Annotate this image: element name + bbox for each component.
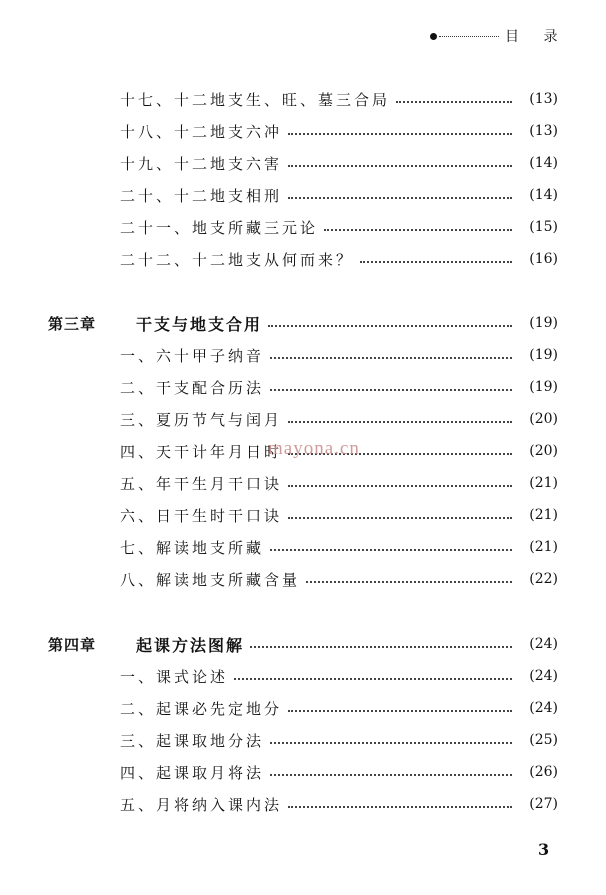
toc-entry[interactable]	[0, 471, 606, 495]
toc-entry[interactable]	[0, 215, 606, 239]
dot-leader	[250, 646, 512, 648]
dot-leader	[288, 165, 512, 167]
chapter-page: (24)	[529, 636, 558, 652]
toc-entry-label: 八、解读地支所藏含量	[120, 570, 301, 589]
toc-entry-label: 二十、十二地支相刑	[120, 186, 283, 205]
toc-entry-page: (24)	[529, 700, 558, 716]
toc-entry[interactable]	[0, 728, 606, 752]
toc-entry[interactable]	[0, 567, 606, 591]
toc-entry[interactable]	[0, 183, 606, 207]
toc-entry-label: 三、起课取地分法	[120, 731, 265, 750]
toc-entry[interactable]	[0, 119, 606, 143]
toc-entry-label: 十八、十二地支六冲	[120, 122, 283, 141]
toc-entry-label: 二、干支配合历法	[120, 378, 265, 397]
toc-entry-label: 二十二、十二地支从何而来？	[120, 250, 355, 269]
toc-entry-label: 二、起课必先定地分	[120, 699, 283, 718]
toc-entry-page: (19)	[529, 379, 558, 395]
toc-entry-label: 一、课式论述	[120, 667, 229, 686]
toc-entry[interactable]	[0, 247, 606, 271]
toc-entry[interactable]	[0, 375, 606, 399]
toc-entry-label: 六、日干生时干口诀	[120, 506, 283, 525]
dot-leader	[360, 261, 512, 263]
toc-chapter-4[interactable]	[0, 632, 606, 656]
toc-entry[interactable]	[0, 151, 606, 175]
dot-leader	[288, 710, 512, 712]
page-number: 3	[538, 840, 550, 859]
chapter-title: 干支与地支合用	[136, 314, 263, 334]
chapter-number: 第四章	[48, 635, 97, 654]
toc-entry-page: (26)	[529, 764, 558, 780]
dot-leader	[324, 229, 512, 231]
toc-entry[interactable]	[0, 760, 606, 784]
chapter-title: 起课方法图解	[136, 635, 245, 655]
dot-leader	[288, 133, 512, 135]
toc-entry[interactable]	[0, 407, 606, 431]
dot-leader	[288, 485, 512, 487]
chapter-page: (19)	[529, 315, 558, 331]
toc-entry[interactable]	[0, 664, 606, 688]
toc-entry-label: 二十一、地支所藏三元论	[120, 218, 319, 237]
dot-leader	[396, 101, 512, 103]
dot-leader	[270, 774, 512, 776]
toc-entry-page: (24)	[529, 668, 558, 684]
toc-entry[interactable]	[0, 343, 606, 367]
toc-chapter-3[interactable]	[0, 311, 606, 335]
dot-leader	[234, 678, 512, 680]
toc-entry-label: 七、解读地支所藏	[120, 538, 265, 557]
toc-entry-page: (21)	[529, 475, 558, 491]
toc-entry-label: 一、六十甲子纳音	[120, 346, 265, 365]
dot-leader	[306, 581, 512, 583]
toc-entry-page: (15)	[529, 219, 558, 235]
dot-leader	[288, 517, 512, 519]
toc-entry-page: (25)	[529, 732, 558, 748]
toc-entry-page: (20)	[529, 411, 558, 427]
toc-entry[interactable]	[0, 87, 606, 111]
toc-entry-page: (14)	[529, 187, 558, 203]
toc-entry-page: (27)	[529, 796, 558, 812]
toc-entry-label: 四、起课取月将法	[120, 763, 265, 782]
toc-entry-page: (14)	[529, 155, 558, 171]
dot-leader	[270, 742, 512, 744]
toc-entry-label: 三、夏历节气与闰月	[120, 410, 283, 429]
toc-entry-page: (16)	[529, 251, 558, 267]
dot-leader	[270, 389, 512, 391]
watermark: mayona.cn	[268, 438, 360, 459]
toc-entry-label: 五、月将纳入课内法	[120, 795, 283, 814]
toc-entry[interactable]	[0, 792, 606, 816]
toc-entry-page: (20)	[529, 443, 558, 459]
dot-leader	[268, 325, 512, 327]
dot-leader	[270, 549, 512, 551]
toc-entry-page: (13)	[529, 123, 558, 139]
toc-entry-page: (21)	[529, 507, 558, 523]
toc-entry-label: 十九、十二地支六害	[120, 154, 283, 173]
toc-entry[interactable]	[0, 696, 606, 720]
toc-entry-label: 四、天干计年月日时	[120, 442, 283, 461]
dot-leader	[288, 197, 512, 199]
dot-leader	[288, 806, 512, 808]
toc-entry-page: (22)	[529, 571, 558, 587]
chapter-number: 第三章	[48, 314, 97, 333]
toc-entry-page: (13)	[529, 91, 558, 107]
toc-entry-page: (21)	[529, 539, 558, 555]
running-header-title: 目 录	[505, 29, 568, 45]
toc-entry-label: 五、年干生月干口诀	[120, 474, 283, 493]
dot-leader	[288, 421, 512, 423]
toc-entry-page: (19)	[529, 347, 558, 363]
toc-entry-label: 十七、十二地支生、旺、墓三合局	[120, 90, 391, 109]
toc-entry[interactable]	[0, 503, 606, 527]
toc-entry[interactable]	[0, 535, 606, 559]
dot-leader	[270, 357, 512, 359]
